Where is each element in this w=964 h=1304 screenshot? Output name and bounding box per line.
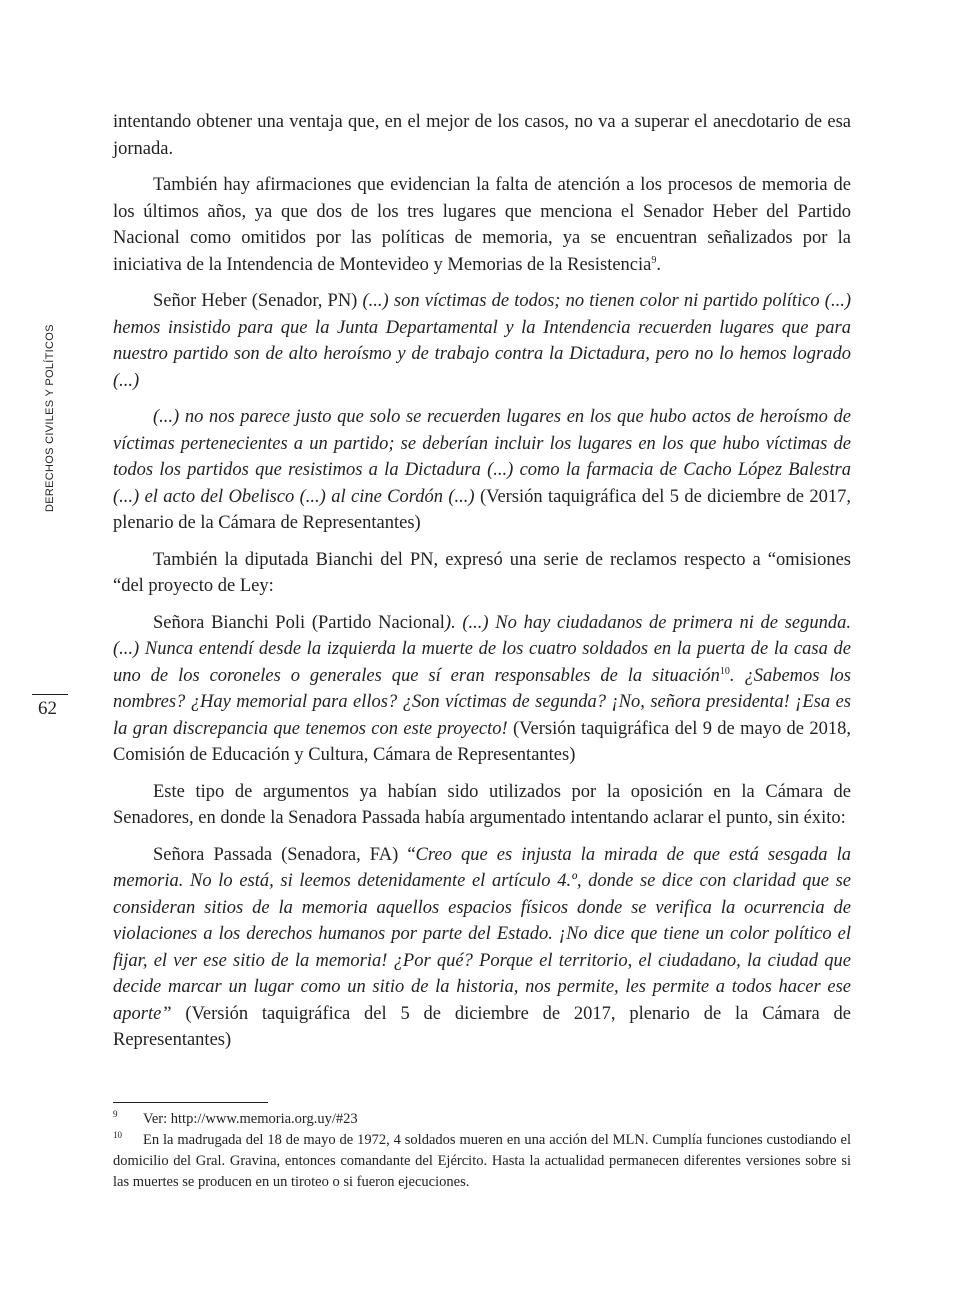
quote-passada-speaker: Señora Passada (Senadora, FA) “ — [153, 844, 416, 865]
quote-heber-2 — [113, 404, 851, 537]
page-number: 62 — [38, 698, 57, 719]
paragraph-1: intentando obtener una ventaja que, en el mejor de los casos, no va a superar el anecdotario de esa jornada. — [113, 112, 851, 159]
footnote-ref-10: 10 — [719, 665, 730, 677]
quote-passada-text: Creo que es injusta la mirada de que está sesgada la memoria. No lo está, si leemos detenidamente el artículo 4.º, donde se dice con claridad que se consideran sitios de la memoria aquellos espacios físicos donde se verifica la ocurrencia de violaciones a los derechos humanos por parte del Estado. ¡No dice que tiene un color político el fijar, el ver ese sitio de la memoria! ¿Por qué? Porque el territorio, el ciudadano, la ciudad que decide marcar un lugar como un sitio de la historia, nos permite, les permite a todos hacer ese aporte” — [113, 844, 851, 1024]
quote-bianchi-text-2: . ¿Sabemos los nombres? ¿Hay memorial para ellos? ¿Son víctimas de segunda? ¡No, señora presidenta! ¡Esa es la gran discrepancia que tenemos con este proyecto! — [113, 665, 851, 739]
footnote-10: 10 En la madrugada del 18 de mayo de 1972, 4 soldados mueren en una acción del MLN. Cumplía funciones custodiando el domicilio del Gral. Gravina, entonces comandante del Ejército. Hasta la actualidad permanecen diferentes versiones sobre si las muertes se producen en un tiroteo o si fueron ejecuciones. — [113, 1130, 851, 1190]
footnote-9-text[interactable]: Ver: http://www.memoria.org.uy/#23 — [143, 1111, 358, 1127]
quote-heber-2-source: (Versión taquigráfica del 5 de diciembre de 2017, plenario de la Cámara de Representantes) — [113, 486, 851, 533]
quote-heber-speaker: Señor Heber (Senador, PN) — [153, 291, 363, 311]
paragraph-passada-intro: Este tipo de argumentos ya habían sido utilizados por la oposición en la Cámara de Senadores, en donde la Senadora Passada había argumentado intentando aclarar el punto, sin éxito: — [113, 781, 851, 828]
quote-bianchi-text: ). (...) No hay ciudadanos de primera ni de segunda. (...) Nunca entendí desde la izquierda la muerte de los cuatro soldados en la puerta de la casa de uno de los coroneles o generales que sí eran responsables de la situación — [113, 612, 851, 686]
footnote-10-text: En la madrugada del 18 de mayo de 1972, 4 soldados mueren en una acción del MLN. Cumplía funciones custodiando el domicilio del Gral. Gravina, entonces comandante del Ejército. Hasta la actualidad permanecen diferentes versiones sobre si las muertes se producen en un tiroteo o si fueron ejecuciones. — [113, 1132, 851, 1190]
side-section-label: DERECHOS CIVILES Y POLÍTICOS — [44, 324, 56, 512]
paragraph-2-end: . — [656, 254, 661, 275]
footnotes — [113, 1109, 851, 1193]
quote-heber-2-text: (...) no nos parece justo que solo se recuerden lugares en los que hubo actos de heroísmo de víctimas pertenecientes a un partido; se deberían incluir los lugares en los que hubo víctimas de todos los partidos que resistimos a la Dictadura (...) como la farmacia de Cacho López Balestra (...) el acto del Obelisco (...) al cine Cordón (...) — [113, 407, 851, 507]
footnote-9: 9 Ver: http://www.memoria.org.uy/#23 — [113, 1109, 358, 1127]
quote-heber-text: (...) son víctimas de todos; no tienen color ni partido político (...) hemos insistido para que la Junta Departamental y la Intendencia recuerden lugares que para nuestro partido son de alto heroísmo y de trabajo contra la Dictadura, pero no lo hemos logrado (...) — [113, 291, 851, 391]
quote-heber-1 — [113, 288, 851, 394]
page-number-rule — [32, 694, 68, 695]
paragraph-2-text: También hay afirmaciones que evidencian la falta de atención a los procesos de memoria de los últimos años, ya que dos de los tres lugares que menciona el Senador Heber del Partido Nacional como omitidos por las políticas de memoria, ya se encuentran señalizados por la iniciativa de la Intendencia de Montevideo y Memorias de la Resistencia — [113, 175, 851, 275]
body-text — [113, 109, 851, 1064]
paragraph-2 — [113, 172, 851, 278]
footnote-rule — [113, 1102, 268, 1103]
quote-bianchi-source: (Versión taquigráfica del 9 de mayo de 2018, Comisión de Educación y Cultura, Cámara de Representantes) — [113, 718, 851, 765]
quote-bianchi — [113, 610, 851, 769]
quote-passada — [113, 842, 851, 1054]
footnote-ref-9: 9 — [651, 254, 657, 266]
quote-passada-source: (Versión taquigráfica del 5 de diciembre de 2017, plenario de la Cámara de Representantes) — [113, 1003, 851, 1050]
quote-bianchi-speaker: Señora Bianchi Poli (Partido Nacional — [153, 612, 445, 633]
paragraph-bianchi-intro: También la diputada Bianchi del PN, expresó una serie de reclamos respecto a “omisiones “del proyecto de Ley: — [113, 549, 851, 596]
